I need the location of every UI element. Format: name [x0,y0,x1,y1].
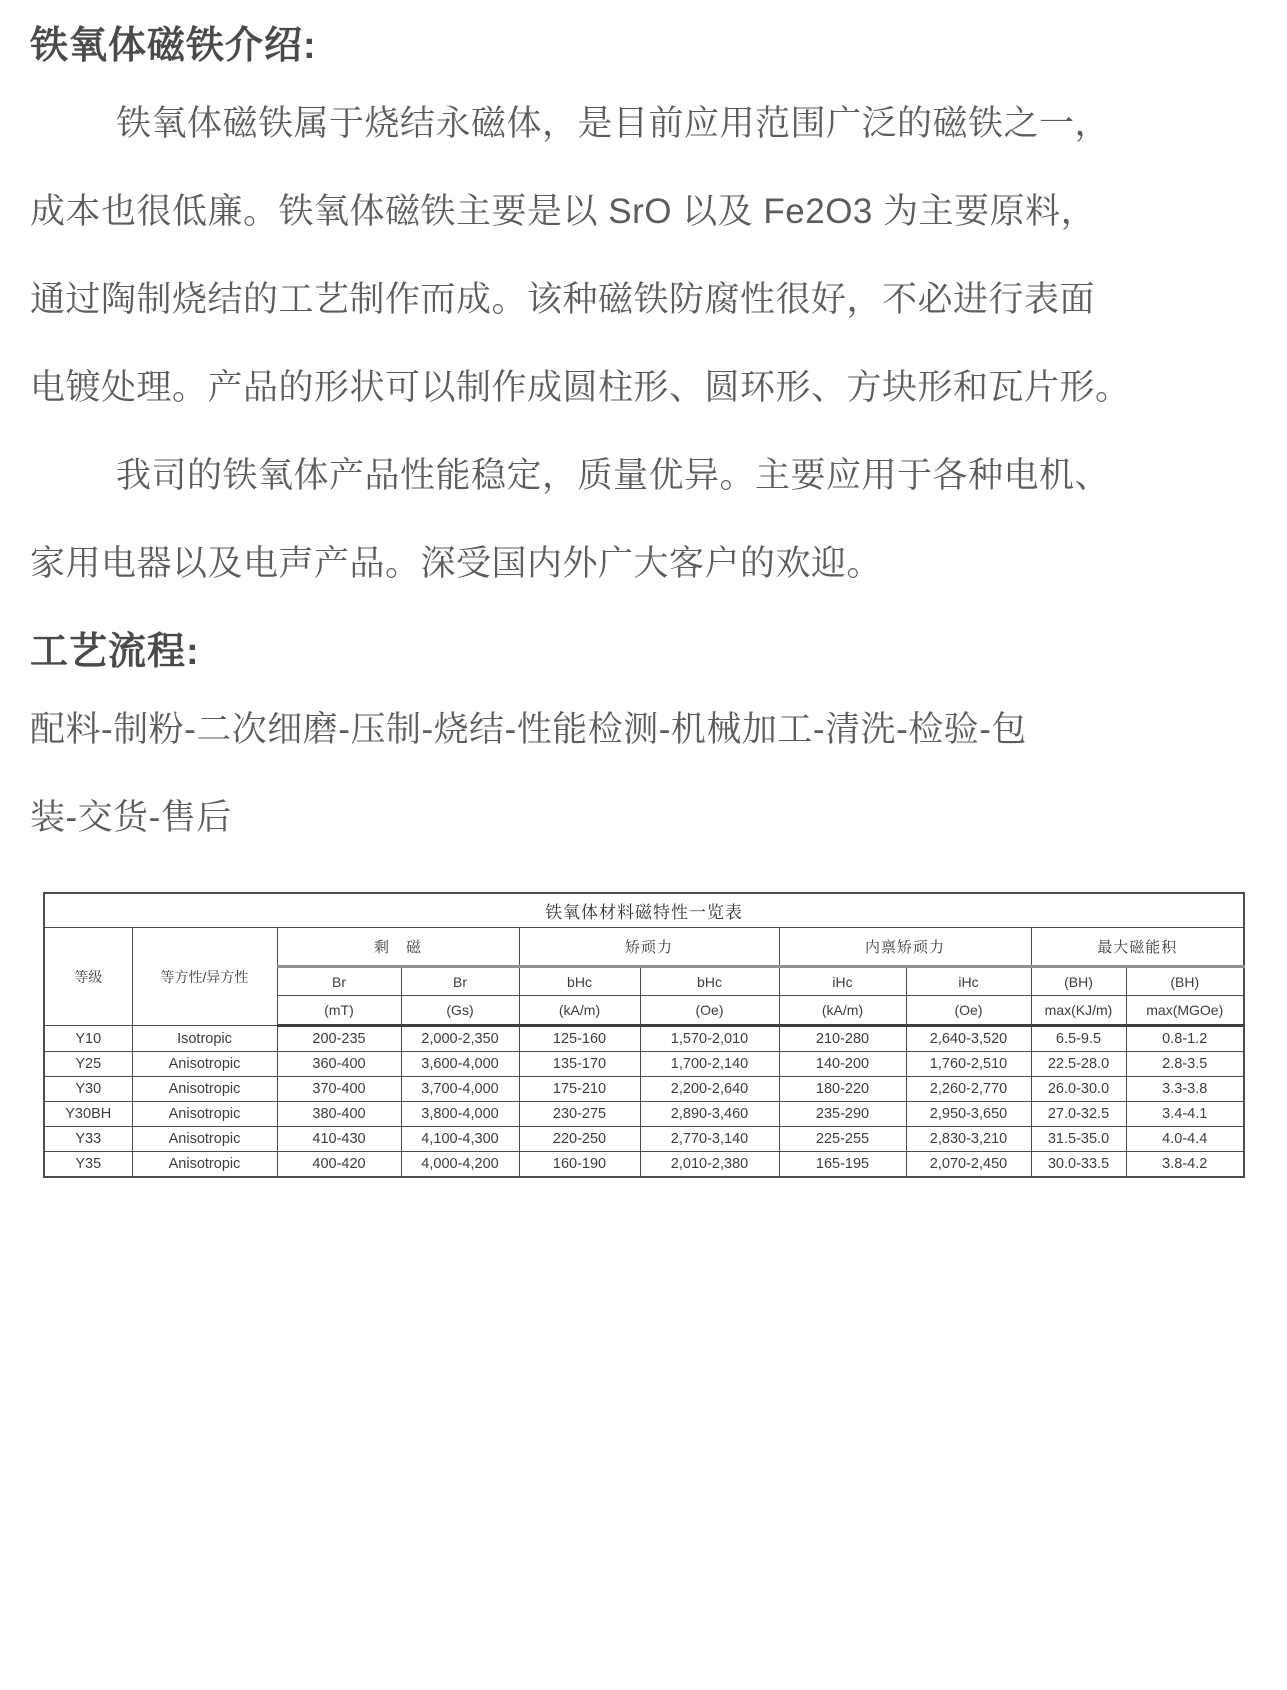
cell-value: 2,200-2,640 [640,1077,779,1102]
header-symbol: iHc [906,967,1031,996]
header-symbol: bHc [519,967,640,996]
cell-isotropy: Anisotropic [132,1102,277,1127]
header-group-intrinsic-coercivity: 内禀矫顽力 [779,928,1031,967]
header-unit: (Oe) [640,996,779,1026]
header-unit: max(MGOe) [1126,996,1244,1026]
magnetic-properties-table [43,892,1245,1178]
cell-grade: Y35 [44,1152,132,1178]
cell-value: 2,260-2,770 [906,1077,1031,1102]
cell-value: 2,770-3,140 [640,1127,779,1152]
cell-value: 400-420 [277,1152,401,1178]
cell-isotropy: Anisotropic [132,1077,277,1102]
cell-value: 220-250 [519,1127,640,1152]
header-isotropy: 等方性/异方性 [132,928,277,1026]
table-row [44,1127,1244,1152]
table-row [44,1052,1244,1077]
paragraph-line: 成本也很低廉。铁氧体磁铁主要是以 SrO 以及 Fe2O3 为主要原料， [30,192,1097,231]
cell-value: 225-255 [779,1127,906,1152]
cell-value: 2,640-3,520 [906,1026,1031,1052]
paragraph-line: 通过陶制烧结的工艺制作而成。该种磁铁防腐性很好，不必进行表面 [30,280,1096,319]
cell-value: 3,600-4,000 [401,1052,519,1077]
paragraph-line: 装-交货-售后 [30,798,232,837]
cell-value: 4.0-4.4 [1126,1127,1244,1152]
header-unit: (kA/m) [779,996,906,1026]
cell-value: 2,010-2,380 [640,1152,779,1178]
header-unit: (Gs) [401,996,519,1026]
cell-value: 235-290 [779,1102,906,1127]
cell-value: 31.5-35.0 [1031,1127,1126,1152]
cell-value: 210-280 [779,1026,906,1052]
cell-grade: Y25 [44,1052,132,1077]
cell-value: 1,570-2,010 [640,1026,779,1052]
header-unit: (mT) [277,996,401,1026]
header-unit: (kA/m) [519,996,640,1026]
table-row [44,1026,1244,1052]
cell-value: 2,890-3,460 [640,1102,779,1127]
cell-value: 22.5-28.0 [1031,1052,1126,1077]
cell-value: 3.8-4.2 [1126,1152,1244,1178]
cell-value: 380-400 [277,1102,401,1127]
header-group-remanence: 剩 磁 [277,928,519,967]
cell-value: 370-400 [277,1077,401,1102]
cell-isotropy: Anisotropic [132,1152,277,1178]
header-symbol: bHc [640,967,779,996]
cell-value: 2,070-2,450 [906,1152,1031,1178]
cell-value: 360-400 [277,1052,401,1077]
cell-value: 4,000-4,200 [401,1152,519,1178]
cell-value: 6.5-9.5 [1031,1026,1126,1052]
cell-value: 3,700-4,000 [401,1077,519,1102]
cell-value: 3.3-3.8 [1126,1077,1244,1102]
header-group-coercivity: 矫顽力 [519,928,779,967]
cell-value: 140-200 [779,1052,906,1077]
cell-value: 3,800-4,000 [401,1102,519,1127]
paragraph-line: 配料-制粉-二次细磨-压制-烧结-性能检测-机械加工-清洗-检验-包 [30,710,1027,749]
table-title: 铁氧体材料磁特性一览表 [44,893,1244,928]
cell-value: 160-190 [519,1152,640,1178]
header-unit: max(KJ/m) [1031,996,1126,1026]
cell-value: 30.0-33.5 [1031,1152,1126,1178]
table-row [44,1077,1244,1102]
cell-value: 230-275 [519,1102,640,1127]
cell-value: 26.0-30.0 [1031,1077,1126,1102]
intro-paragraph-2 [30,432,1257,608]
cell-value: 27.0-32.5 [1031,1102,1126,1127]
process-flow-paragraph [30,686,1257,862]
header-grade: 等级 [44,928,132,1026]
cell-value: 2.8-3.5 [1126,1052,1244,1077]
table-row [44,1152,1244,1178]
cell-grade: Y33 [44,1127,132,1152]
intro-heading: 铁氧体磁铁介绍: [30,25,317,67]
paragraph-line: 电镀处理。产品的形状可以制作成圆柱形、圆环形、方块形和瓦片形。 [30,368,1131,407]
cell-value: 165-195 [779,1152,906,1178]
table-title-row [44,893,1244,928]
cell-grade: Y30 [44,1077,132,1102]
cell-value: 180-220 [779,1077,906,1102]
cell-isotropy: Anisotropic [132,1127,277,1152]
cell-value: 3.4-4.1 [1126,1102,1244,1127]
paragraph-line: 铁氧体磁铁属于烧结永磁体，是目前应用范围广泛的磁铁之一， [116,104,1111,143]
paragraph-line: 家用电器以及电声产品。深受国内外广大客户的欢迎。 [30,544,883,583]
header-symbol: Br [401,967,519,996]
table-group-header-row [44,928,1244,967]
cell-value: 1,700-2,140 [640,1052,779,1077]
header-symbol: Br [277,967,401,996]
cell-value: 2,950-3,650 [906,1102,1031,1127]
cell-value: 175-210 [519,1077,640,1102]
cell-isotropy: Anisotropic [132,1052,277,1077]
paragraph-line: 我司的铁氧体产品性能稳定，质量优异。主要应用于各种电机、 [116,456,1111,495]
process-heading: 工艺流程: [30,631,200,673]
cell-value: 0.8-1.2 [1126,1026,1244,1052]
table-row [44,1102,1244,1127]
header-symbol: (BH) [1126,967,1244,996]
cell-grade: Y10 [44,1026,132,1052]
cell-value: 2,000-2,350 [401,1026,519,1052]
cell-value: 1,760-2,510 [906,1052,1031,1077]
header-unit: (Oe) [906,996,1031,1026]
cell-value: 4,100-4,300 [401,1127,519,1152]
cell-grade: Y30BH [44,1102,132,1127]
cell-isotropy: Isotropic [132,1026,277,1052]
cell-value: 200-235 [277,1026,401,1052]
header-symbol: iHc [779,967,906,996]
cell-value: 125-160 [519,1026,640,1052]
cell-value: 135-170 [519,1052,640,1077]
header-group-max-energy-product: 最大磁能积 [1031,928,1244,967]
cell-value: 2,830-3,210 [906,1127,1031,1152]
header-symbol: (BH) [1031,967,1126,996]
intro-paragraph-1 [30,80,1257,432]
cell-value: 410-430 [277,1127,401,1152]
